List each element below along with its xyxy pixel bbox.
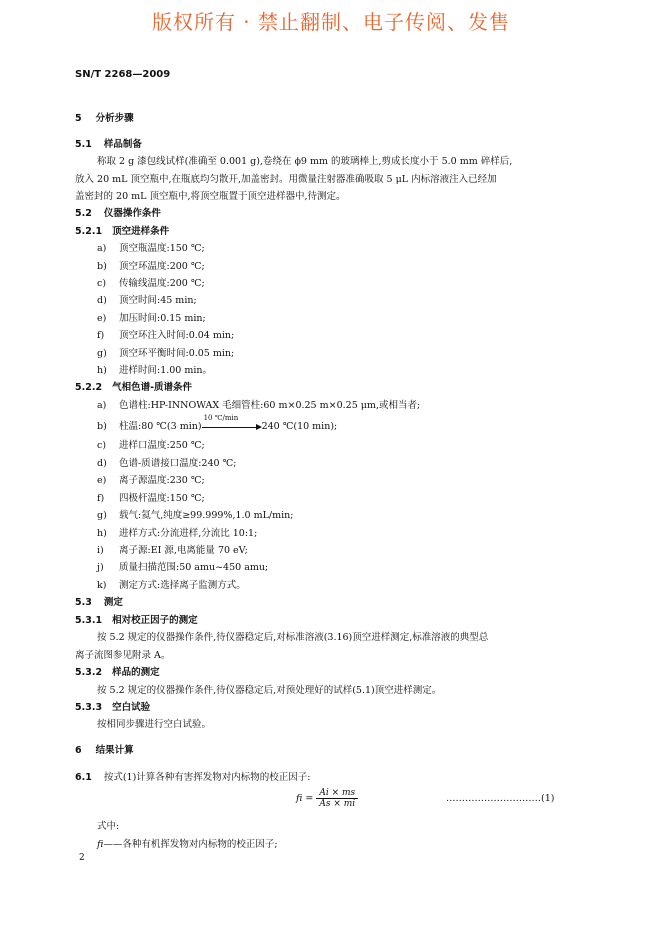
item-text: 色谱-质谱接口温度:240 ℃; — [119, 458, 237, 469]
list-item — [97, 275, 205, 289]
section-6-1-paragraph — [75, 769, 311, 783]
formula-fraction — [316, 788, 358, 809]
item-text: 加压时间:0.15 min; — [119, 313, 206, 324]
list-item — [97, 525, 257, 539]
item-text: 进样口温度:250 ℃; — [119, 440, 205, 451]
list-item — [97, 490, 205, 504]
where-label: 式中: — [97, 821, 120, 832]
section-title: 样品制备 — [103, 139, 142, 150]
section-5-2-1-heading — [75, 223, 169, 237]
item-label: e) — [97, 475, 107, 486]
paragraph-line: 放入 20 mL 顶空瓶中,在瓶底均匀散开,加盖密封。用微量注射器准确吸取 5 μL 内标溶液注入已经加 — [75, 174, 497, 185]
item-text: 顶空环平衡时间:0.05 min; — [119, 348, 235, 359]
formula — [296, 788, 358, 809]
section-title: 相对校正因子的测定 — [112, 615, 198, 626]
item-label: b) — [97, 261, 107, 272]
paragraph-line: 按 5.2 规定的仪器操作条件,待仪器稳定后,对标准溶液(3.16)顶空进样测定,标准溶液的典型总 — [97, 632, 489, 643]
page-number: 2 — [79, 853, 85, 863]
item-label: d) — [97, 458, 107, 469]
item-label: c) — [97, 440, 107, 451]
item-text: 顶空瓶温度:150 ℃; — [119, 243, 205, 254]
item-text: 测定方式:选择离子监测方式。 — [119, 580, 246, 591]
item-text: 进样时间:1.00 min。 — [119, 365, 213, 376]
list-item — [97, 507, 293, 521]
item-text: 色谱柱:HP-INNOWAX 毛细管柱:60 m×0.25 m×0.25 μm,或相当者; — [119, 400, 421, 411]
item-label: a) — [97, 243, 107, 254]
list-item — [97, 542, 248, 556]
item-text: 离子源:EI 源,电离能量 70 eV; — [119, 545, 248, 556]
section-5-2-2-heading — [75, 379, 192, 393]
list-item — [97, 577, 246, 591]
paragraph-text: 按式(1)计算各种有害挥发物对内标物的校正因子: — [103, 772, 311, 783]
paragraph-line: 按相同步骤进行空白试验。 — [97, 719, 212, 730]
formula-lhs: fi = — [296, 793, 314, 804]
item-label: j) — [97, 562, 104, 573]
list-item — [97, 292, 197, 306]
item-label: b) — [97, 421, 107, 432]
section-title: 顶空进样条件 — [112, 226, 170, 237]
list-item — [97, 327, 234, 341]
list-item — [97, 345, 234, 359]
item-label: f) — [97, 330, 105, 341]
item-label: e) — [97, 313, 107, 324]
section-title: 分析步骤 — [95, 113, 134, 124]
item-label: d) — [97, 295, 107, 306]
item-text: 四极杆温度:150 ℃; — [119, 493, 205, 504]
item-text: 质量扫描范围:50 amu~450 amu; — [119, 562, 269, 573]
section-5-3-1-heading — [75, 612, 198, 626]
item-text: 顶空环温度:200 ℃; — [119, 261, 205, 272]
section-number: 6 — [75, 745, 82, 756]
list-item — [97, 310, 206, 324]
item-label: c) — [97, 278, 107, 289]
section-5-2-heading — [75, 205, 161, 219]
section-number: 5.2.2 — [75, 382, 103, 393]
ramp-rate: 10 ℃/min — [203, 413, 239, 422]
item-label: h) — [97, 365, 107, 376]
list-item — [97, 362, 212, 376]
formula-numerator: Ai × ms — [316, 788, 358, 799]
equation-number: …………………………(1) — [446, 793, 555, 804]
section-number: 5.3 — [75, 597, 92, 608]
section-number: 5.3.3 — [75, 702, 103, 713]
section-6-heading — [75, 742, 134, 756]
list-item — [97, 258, 205, 272]
section-title: 空白试验 — [112, 702, 151, 713]
item-label: a) — [97, 400, 107, 411]
section-number: 5.1 — [75, 139, 92, 150]
item-label: h) — [97, 528, 107, 539]
symbol: fi — [97, 839, 104, 850]
section-number: 5.2 — [75, 208, 92, 219]
list-item-oven-program — [97, 413, 338, 432]
section-number: 6.1 — [75, 772, 92, 783]
copyright-banner: 版权所有 · 禁止翻制、电子传阅、发售 — [151, 10, 511, 34]
section-5-1-heading — [75, 136, 142, 150]
section-number: 5.3.1 — [75, 615, 103, 626]
item-label: i) — [97, 545, 104, 556]
symbol-definition — [97, 836, 278, 850]
section-title: 结果计算 — [95, 745, 134, 756]
list-item — [97, 472, 205, 486]
item-text: 顶空时间:45 min; — [119, 295, 197, 306]
list-item — [97, 397, 420, 411]
item-label: k) — [97, 580, 107, 591]
section-title: 样品的测定 — [112, 667, 160, 678]
list-item — [97, 437, 205, 451]
paragraph-line: 按 5.2 规定的仪器操作条件,待仪器稳定后,对预处理好的试样(5.1)顶空进样测定。 — [97, 685, 442, 696]
item-text: 离子源温度:230 ℃; — [119, 475, 205, 486]
section-5-3-2-heading — [75, 664, 160, 678]
item-text: 顶空环注入时间:0.04 min; — [119, 330, 235, 341]
section-5-3-3-heading — [75, 699, 150, 713]
paragraph-line: 称取 2 g 漆包线试样(准确至 0.001 g),卷绕在 ϕ9 mm 的玻璃棒上,剪成长度小于 5.0 mm 碎样后, — [97, 156, 513, 167]
list-item — [97, 240, 205, 254]
section-number: 5 — [75, 113, 82, 124]
formula-denominator: As × mi — [319, 799, 356, 809]
oven-program-end: 240 ℃(10 min); — [261, 421, 338, 432]
section-title: 仪器操作条件 — [103, 208, 161, 219]
oven-program-start: 柱温:80 ℃(3 min) — [119, 421, 202, 432]
section-title: 气相色谱-质谱条件 — [112, 382, 193, 393]
definition-text: ——各种有机挥发物对内标物的校正因子; — [103, 839, 278, 850]
item-text: 载气:氦气,纯度≥99.999%,1.0 mL/min; — [119, 510, 294, 521]
item-text: 进样方式:分流进样,分流比 10:1; — [119, 528, 258, 539]
section-title: 测定 — [103, 597, 123, 608]
section-number: 5.3.2 — [75, 667, 103, 678]
list-item — [97, 455, 236, 469]
section-number: 5.2.1 — [75, 226, 103, 237]
item-text: 传输线温度:200 ℃; — [119, 278, 205, 289]
ramp-arrow — [202, 413, 262, 432]
list-item — [97, 559, 268, 573]
item-label: g) — [97, 348, 107, 359]
paragraph-line: 离子流图参见附录 A。 — [75, 650, 171, 661]
document-code: SN/T 2268—2009 — [75, 69, 171, 80]
paragraph-line: 盖密封的 20 mL 顶空瓶中,将顶空瓶置于顶空进样器中,待测定。 — [75, 191, 346, 202]
section-5-heading — [75, 110, 134, 124]
item-label: f) — [97, 493, 105, 504]
section-5-3-heading — [75, 594, 123, 608]
item-label: g) — [97, 510, 107, 521]
